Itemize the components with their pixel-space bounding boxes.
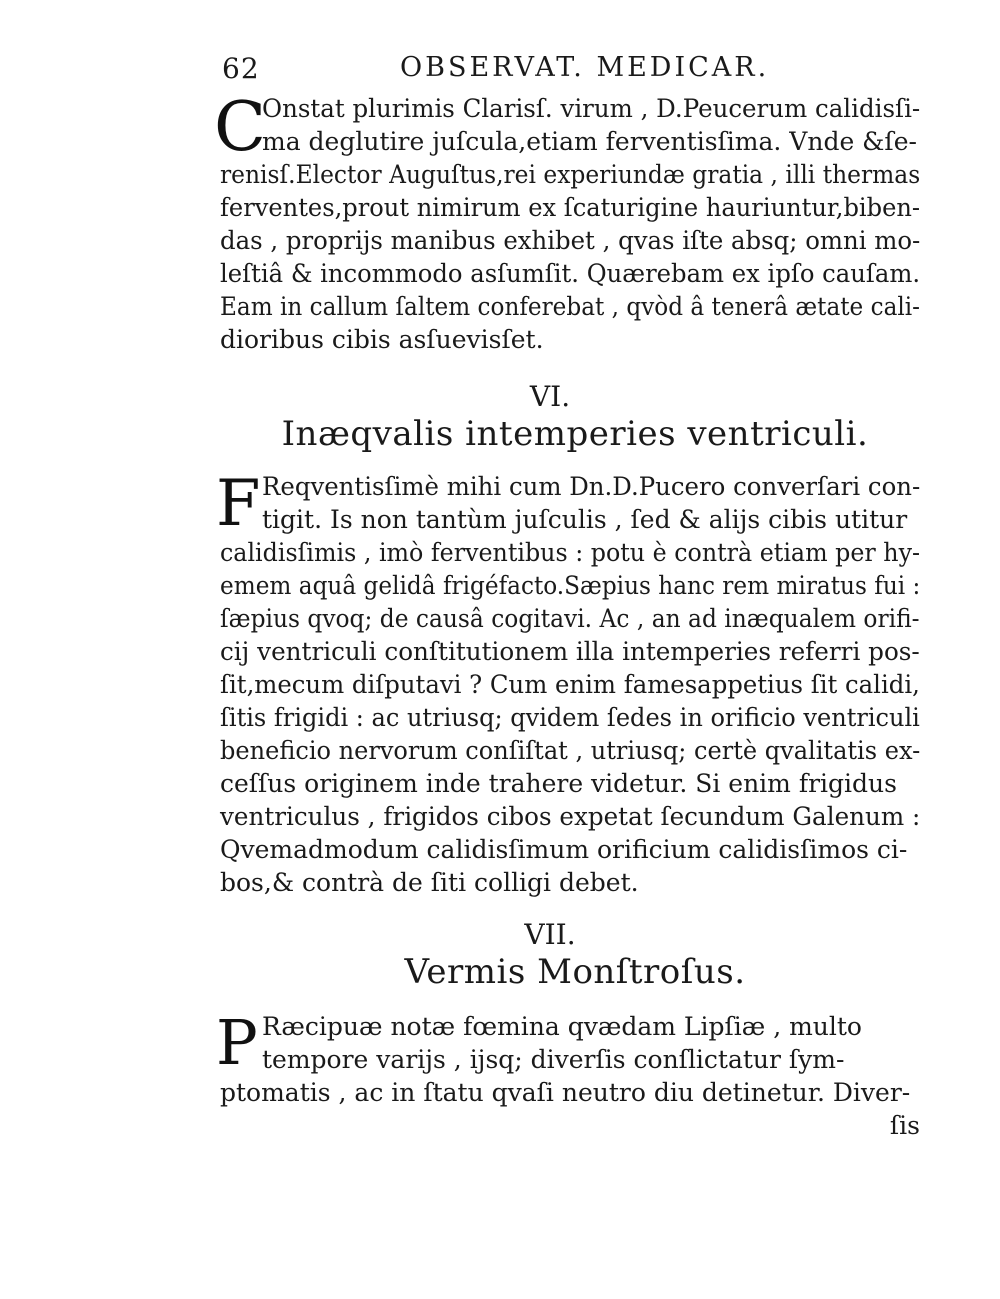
text-line: ceſſus originem inde trahere videtur. Si enim frigidus xyxy=(220,769,897,798)
page-number: 62 xyxy=(222,52,260,85)
text-line: Ræcipuæ notæ fœmina qvædam Lipſiæ , multo xyxy=(262,1012,862,1041)
drop-cap-p: P xyxy=(216,1006,258,1079)
text-line: ferventes,prout nimirum ex ſcaturigine hauriuntur,biben- xyxy=(220,193,921,222)
section-vi-paragraph xyxy=(216,467,921,899)
text-line: calidisſimis , imò ferventibus : potu è contrà etiam per hy- xyxy=(220,538,921,567)
text-line: ventriculus , frigidos cibos expetat ſecundum Galenum : xyxy=(220,802,921,831)
drop-cap-f: F xyxy=(216,467,261,541)
text-line: emem aquâ gelidâ frigéfacto.Sæpius hanc rem miratus fui : xyxy=(220,571,921,600)
text-line: bos,& contrà de ſiti colligi debet. xyxy=(220,868,639,897)
section-title-vii: Vermis Monſtroſus. xyxy=(404,952,746,992)
text-line: leſtiâ & incommodo asſumſit. Quærebam ex ipſo cauſam. xyxy=(220,259,921,288)
text-line: ſitis frigidi : ac utriusq; qvidem ſedes in orificio ventriculi xyxy=(220,703,920,732)
section-number-vi: VI. xyxy=(529,380,571,413)
running-head: OBSERVAT. MEDICAR. xyxy=(400,52,770,83)
section-title-vi: Inæqvalis intemperies ventriculi. xyxy=(281,414,869,454)
text-line: Qvemadmodum calidisſimum orificium calidisſimos ci- xyxy=(220,835,908,864)
text-line: ptomatis , ac in ſtatu qvaſi neutro diu detinetur. Diver- xyxy=(220,1078,911,1107)
text-line: Onstat plurimis Clarisſ. virum , D.Peucerum calidisſi- xyxy=(262,94,921,123)
text-line: ſit,mecum diſputavi ? Cum enim famesappetius ſit calidi, xyxy=(220,670,920,699)
text-line: cij ventriculi conſtitutionem illa intemperies referri pos- xyxy=(220,637,920,666)
section-vii-paragraph xyxy=(216,1006,920,1142)
text-line: das , proprijs manibus exhibet , qvas iſte absq; omni mo- xyxy=(220,226,921,255)
drop-cap-c: C xyxy=(214,88,267,167)
page-header xyxy=(222,52,922,88)
text-line: dioribus cibis asſuevisſet. xyxy=(220,325,544,354)
text-line: ſæpius qvoq; de causâ cogitavi. Ac , an ad inæqualem orifi- xyxy=(220,604,920,633)
text-line: Reqventisſimè mihi cum Dn.D.Pucero converſari con- xyxy=(262,472,921,501)
text-line: tigit. Is non tantùm juſculis , ſed & alijs cibis utitur xyxy=(262,505,908,534)
text-line: ma deglutire juſcula,etiam ferventisſima. Vnde &ſe- xyxy=(262,127,917,156)
text-line: Eam in callum ſaltem conferebat , qvòd â tenerâ ætate cali- xyxy=(220,292,920,321)
text-line: beneficio nervorum conſiſtat , utriusq; certè qvalitatis ex- xyxy=(220,736,921,765)
text-line: renisſ.Elector Auguſtus,rei experiundæ gratia , illi thermas xyxy=(220,160,921,189)
section-number-vii: VII. xyxy=(524,918,576,951)
text-line: tempore varijs , ijsq; diverſis conſlictatur ſym- xyxy=(262,1045,845,1074)
catchword: ſis xyxy=(889,1111,920,1140)
section-v-paragraph xyxy=(214,88,921,356)
